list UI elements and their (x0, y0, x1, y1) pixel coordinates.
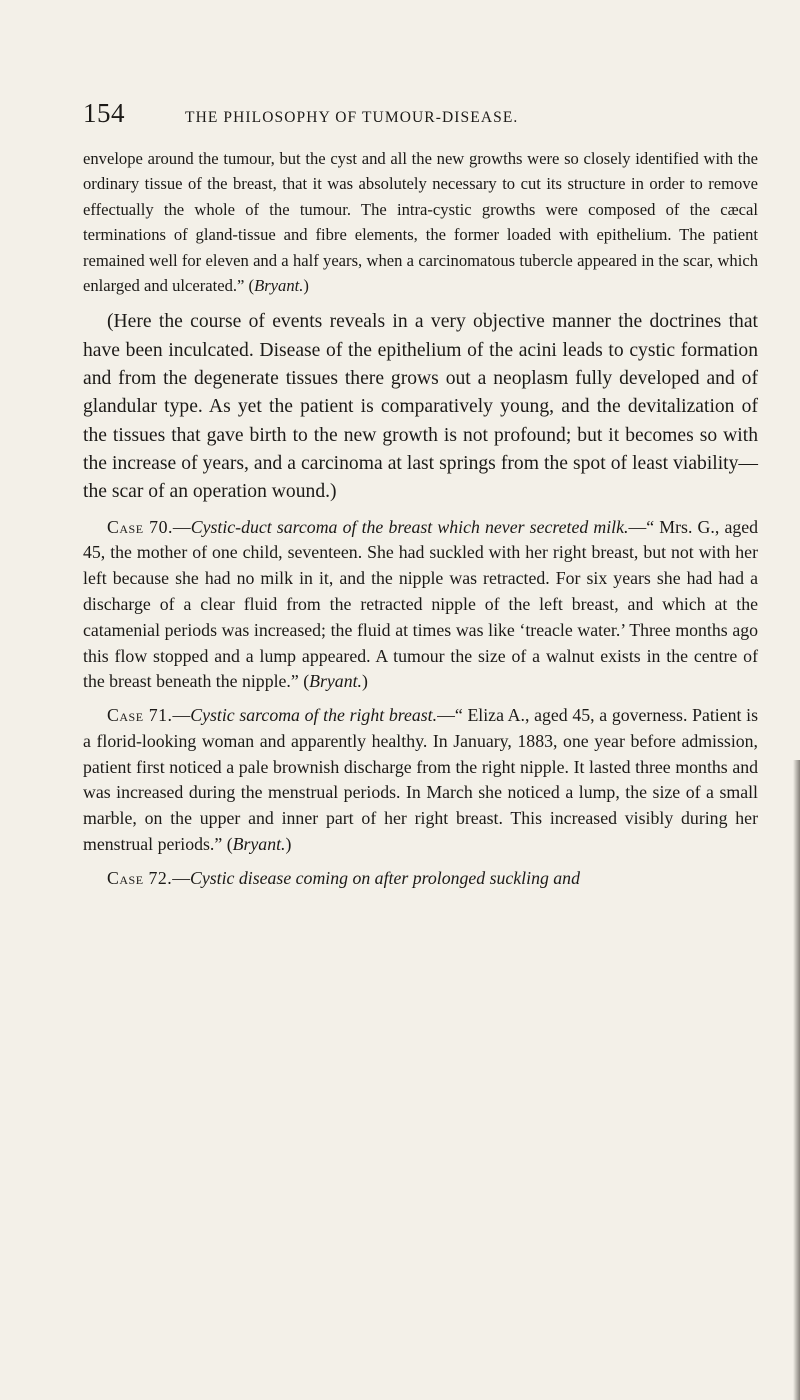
case-title: Cystic-duct sarcoma of the breast which never secreted milk. (190, 516, 629, 537)
case-title: Cystic sarcoma of the right breast. (190, 705, 438, 726)
source-citation: Bryant. (232, 834, 286, 855)
case-72 (83, 866, 758, 892)
case-70 (83, 515, 758, 696)
source-citation: Bryant. (254, 276, 304, 296)
quoted-case-conclusion (83, 146, 758, 298)
case-dash: — (172, 516, 191, 537)
citation-close: ) (285, 834, 292, 855)
page-number: 154 (83, 98, 125, 128)
case-title: Cystic disease coming on after prolonged suckling and (189, 867, 580, 888)
running-head (83, 98, 758, 132)
case-label: Case 72. (107, 867, 173, 888)
case-dash: — (172, 705, 191, 726)
case-body: —“ Eliza A., aged 45, a governess. Patient is a florid-looking woman and apparently healthy. In January, 1883, one year before admission, patient first noticed a pale brownish discharge from the right nipple. It lasted three months and was increased during the menstrual periods. In March she noticed a lump, the size of a small marble, on the upper and inner part of her right breast. This increased visibly during her menstrual periods.” ( (83, 705, 759, 855)
case-label: Case 71. (107, 705, 173, 726)
running-title: THE PHILOSOPHY OF TUMOUR-DISEASE. (185, 109, 519, 126)
author-commentary: (Here the course of events reveals in a very objective manner the doctrines that have been inculcated. Disease of the epithelium of the acini leads to cystic formation and from the degenerate tissues there grows out a neoplasm fully developed and of glandular type. As yet the patient is comparatively young, and the devitalization of the tissues that gave birth to the new growth is not profound; but it becomes so with the increase of years, and a carcinoma at last springs from the spot of least viability—the scar of an operation wound.) (83, 311, 758, 503)
case-dash: — (172, 867, 190, 888)
citation-close: ) (303, 276, 309, 296)
paragraph-text: envelope around the tumour, but the cyst and all the new growths were so closely identified with the ordinary tissue of the breast, that it was absolutely necessary to cut its structure in order to remove effectually the whole of the tumour. The intra-cystic growths were composed of the cæcal terminations of gland-tissue and fibre elements, the former loaded with epithelium. The patient remained well for eleven and a half years, when a carcinomatous tubercle appeared in the scar, which enlarged and ulcerated.” ( (83, 149, 758, 296)
case-71 (83, 703, 758, 858)
citation-close: ) (361, 671, 368, 692)
scan-shadow-edge (793, 760, 800, 1400)
case-label: Case 70. (107, 516, 173, 537)
case-body: —“ Mrs. G., aged 45, the mother of one child, seventeen. She had suckled with her right breast, but not with her left because she had no milk in it, and the nipple was retracted. For six years she had had a discharge of a clear fluid from the retracted nipple of the left breast, and which at the catamenial periods was increased; the fluid at times was like ‘treacle water.’ Three months ago this flow stopped and a lump appeared. A tumour the size of a walnut exists in the centre of the breast beneath the nipple.” ( (83, 516, 759, 692)
source-citation: Bryant. (309, 671, 362, 692)
